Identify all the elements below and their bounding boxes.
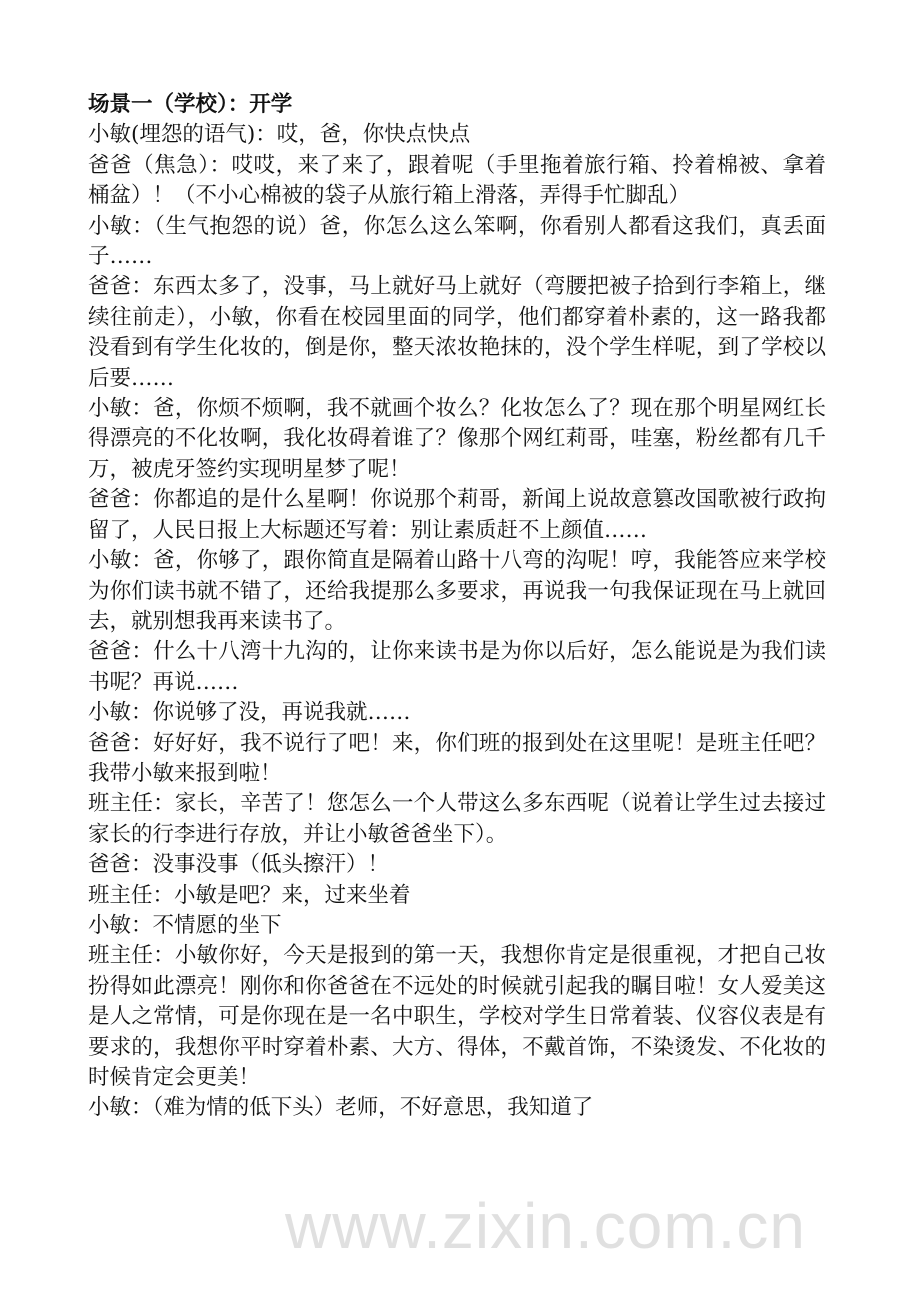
dialogue-line: 班主任：家长，辛苦了！您怎么一个人带这么多东西呢（说着让学生过去接过家长的行李进行存放，并让小敏爸爸坐下）。	[88, 791, 826, 847]
dialogue-line: 班主任：小敏是吧？来，过来坐着	[88, 882, 411, 908]
dialogue-line: 小敏：不情愿的坐下	[88, 912, 282, 938]
dialogue-line: 小敏：你说够了没，再说我就……	[88, 700, 411, 726]
dialogue-line: 爸爸：你都追的是什么星啊！你说那个莉哥，新闻上说故意篡改国歌被行政拘留了，人民日报上大标题还写着：别让素质赶不上颜值……	[88, 487, 826, 543]
dialogue-line: 小敏(埋怨的语气)：哎，爸，你快点快点	[88, 122, 471, 148]
watermark: www.zixin.com.cn	[285, 1190, 806, 1262]
dialogue-line: 小敏：爸，你烦不烦啊，我不就画个妆么？化妆怎么了？现在那个明星网红长得漂亮的不化妆啊，我化妆碍着谁了？像那个网红莉哥，哇塞，粉丝都有几千万，被虎牙签约实现明星梦了呢！	[88, 396, 826, 482]
dialogue-line: 班主任：小敏你好，今天是报到的第一天，我想你肯定是很重视，才把自己妆扮得如此漂亮！刚你和你爸爸在不远处的时候就引起我的瞩目啦！女人爱美这是人之常情，可是你现在是一名中职生，学校对学生日常着装、仪容仪表是有要求的，我想你平时穿着朴素、大方、得体，不戴首饰，不染烫发、不化妆的时候肯定会更美！	[88, 943, 826, 1090]
dialogue-line: 小敏：（难为情的低下头）老师，不好意思，我知道了	[88, 1095, 594, 1121]
dialogue-line: 爸爸：没事没事（低头擦汗）！	[88, 852, 390, 878]
dialogue-line: 爸爸：好好好，我不说行了吧！来，你们班的报到处在这里呢！是班主任吧？我带小敏来报到啦！	[88, 730, 826, 786]
dialogue-line: 爸爸（焦急）：哎哎，来了来了，跟着呢（手里拖着旅行箱、拎着棉被、拿着桶盆）！（不小心棉被的袋子从旅行箱上滑落，弄得手忙脚乱）	[88, 152, 826, 209]
dialogue-line: 小敏：（生气抱怨的说）爸，你怎么这么笨啊，你看别人都看这我们，真丢面子……	[88, 213, 826, 270]
dialogue-line: 爸爸：东西太多了，没事，马上就好马上就好（弯腰把被子拾到行李箱上，继续往前走），小敏，你看在校园里面的同学，他们都穿着朴素的，这一路我都没看到有学生化妆的，倒是你，整天浓妆艳抹的，没个学生样呢，到了学校以后要……	[88, 274, 826, 391]
dialogue-line: 小敏：爸，你够了，跟你简直是隔着山路十八弯的沟呢！哼，我能答应来学校为你们读书就不错了，还给我提那么多要求，再说我一句我保证现在马上就回去，就别想我再来读书了。	[88, 548, 826, 634]
scene-title: 场景一（学校）：开学	[88, 92, 293, 117]
document-page	[88, 90, 826, 1124]
dialogue-line: 爸爸：什么十八湾十九沟的，让你来读书是为你以后好，怎么能说是为我们读书呢？再说……	[88, 639, 826, 695]
